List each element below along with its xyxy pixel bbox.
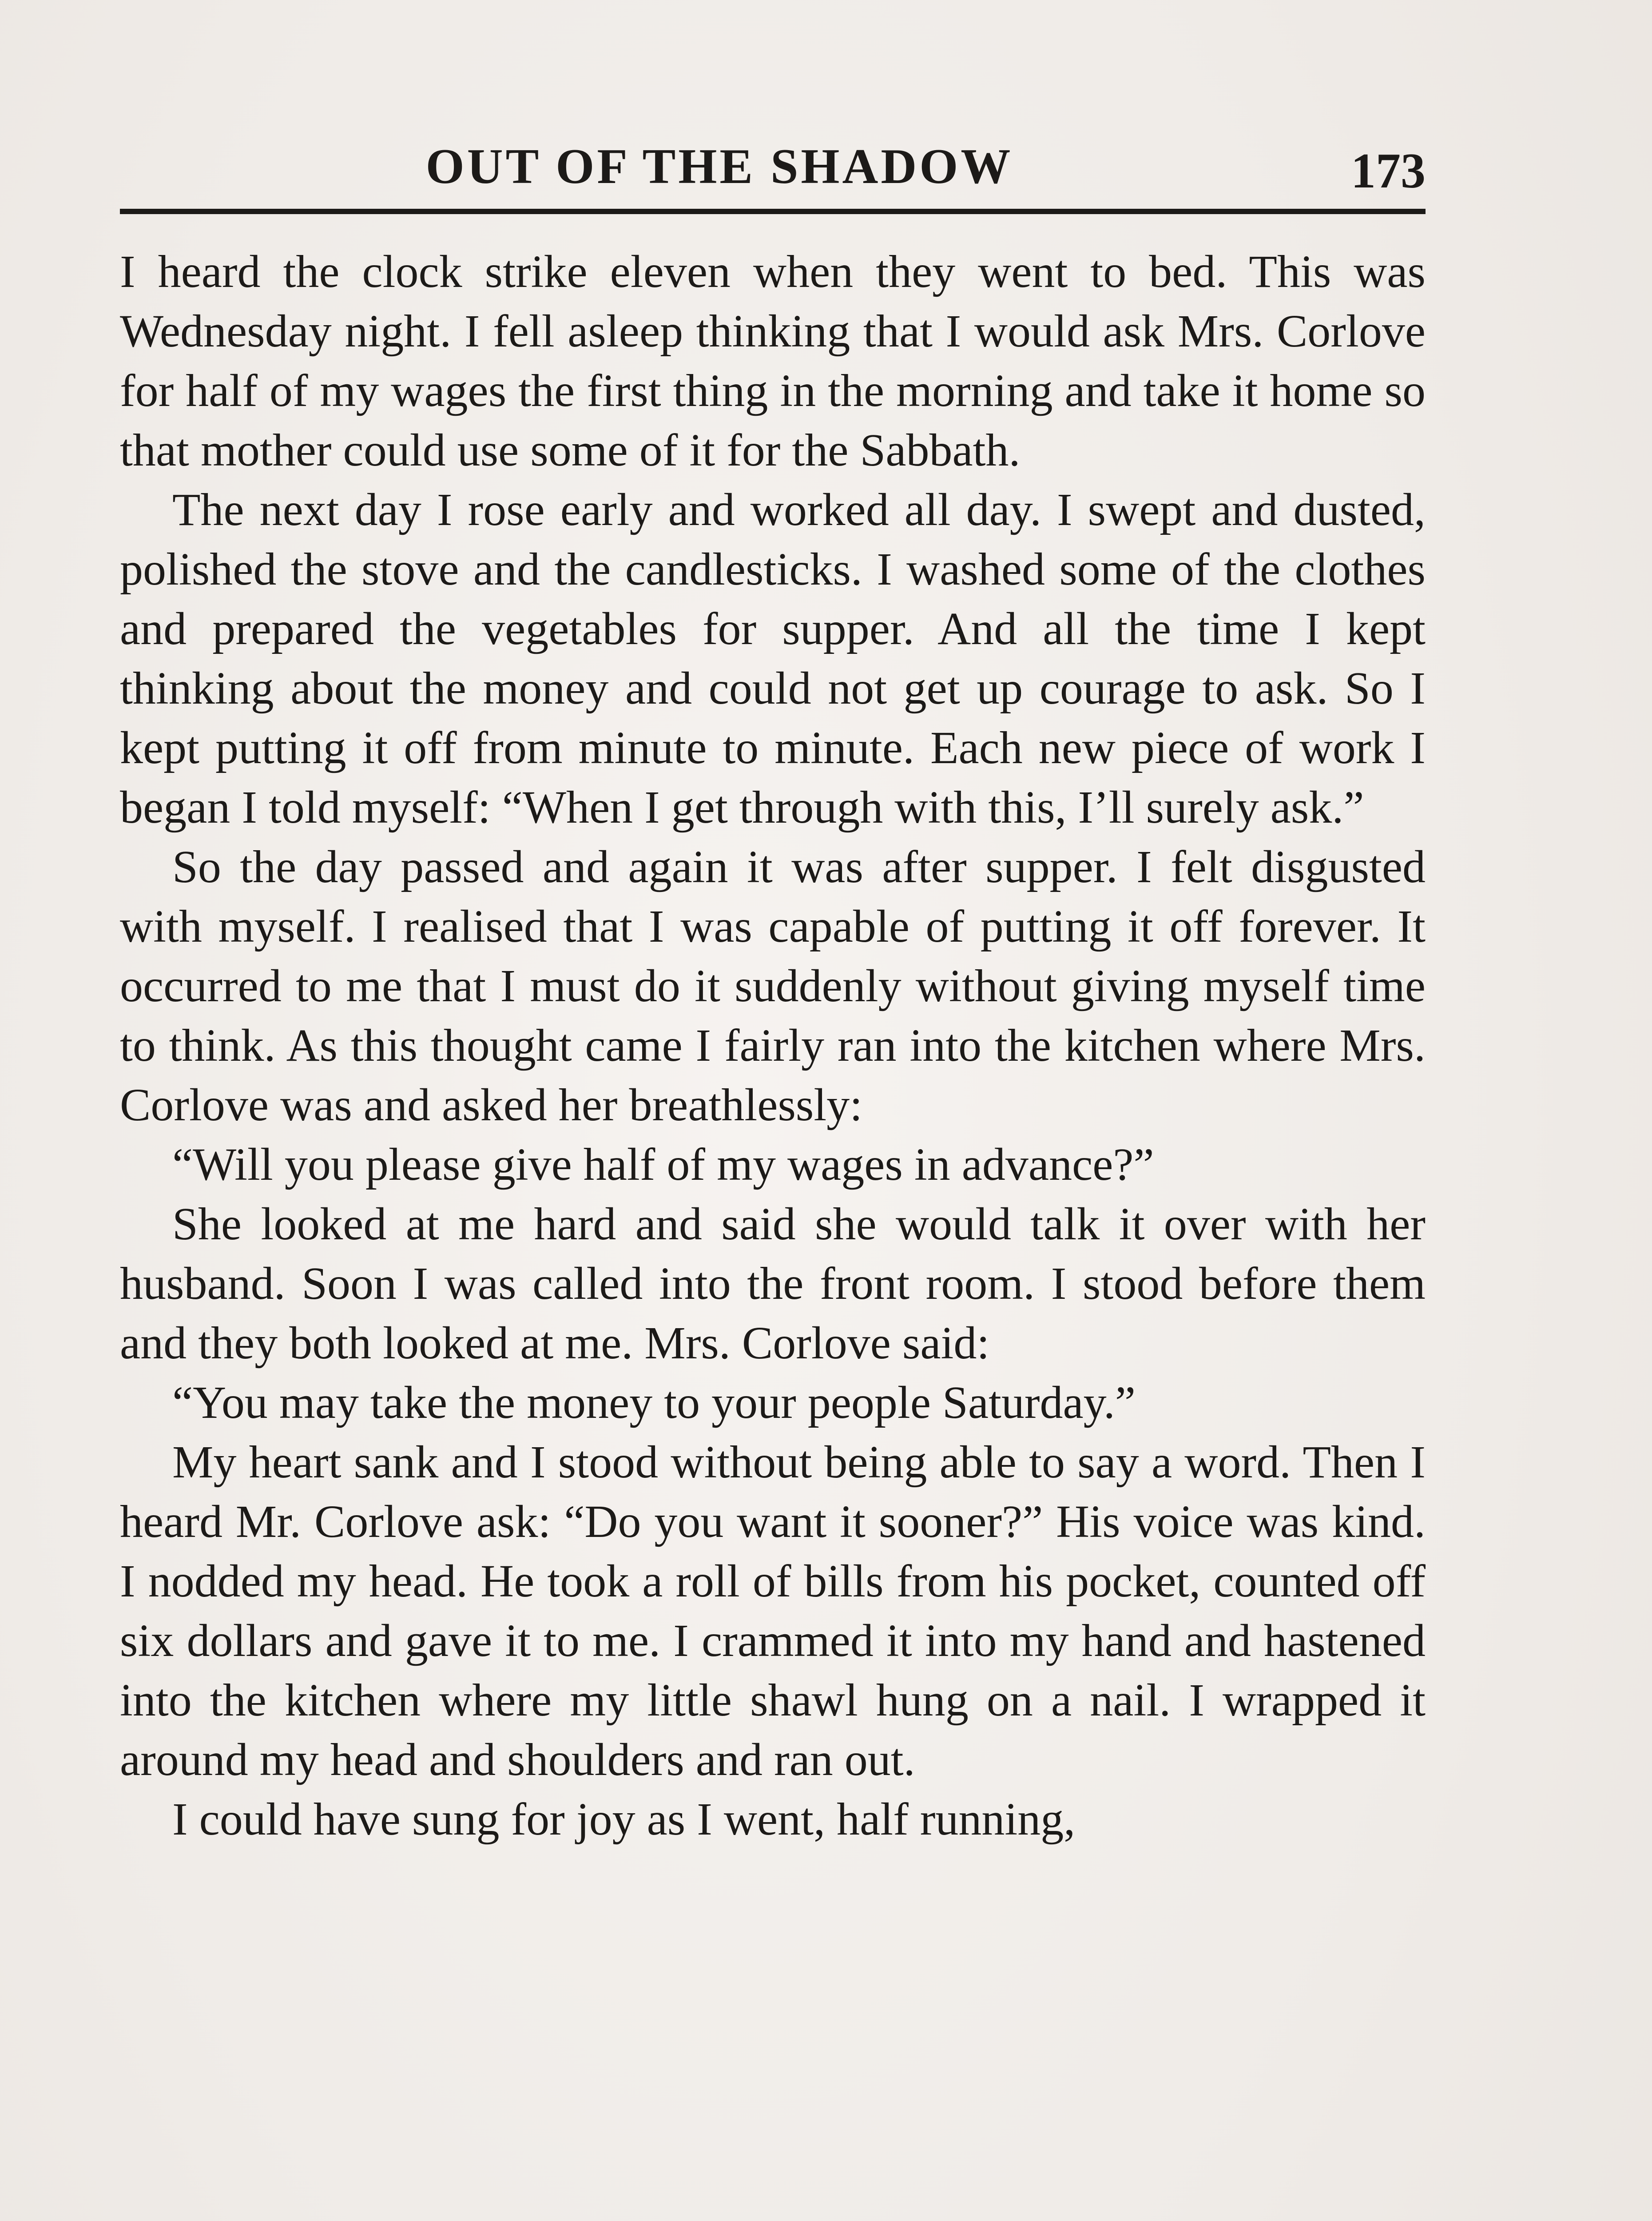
paragraph-8: I could have sung for joy as I went, half running,: [172, 1794, 1076, 1845]
header-rule: [120, 209, 1426, 214]
page-number: 173: [1351, 143, 1426, 199]
body-text: [120, 242, 1426, 1849]
paragraph-3: So the day passed and again it was after supper. I felt disgusted with myself. I realised that I was capable of putting it off forever. It occurred to me that I must do it suddenly without giving myself time to think. As this thought came I fairly ran into the kitchen where Mrs. Corlove was and asked her breathlessly:: [120, 841, 1426, 1130]
chapter-title: OUT OF THE SHADOW: [425, 139, 1013, 194]
paragraph-7: My heart sank and I stood without being able to say a word. Then I heard Mr. Corlove ask: “Do you want it sooner?” His voice was kind. I nodded my head. He took a roll of bills from his pocket, counted off six dollars and gave it to me. I crammed it into my hand and hastened into the kitchen where my little shawl hung on a nail. I wrapped it around my head and shoulders and ran out.: [120, 1437, 1426, 1785]
paragraph-2: The next day I rose early and worked all day. I swept and dusted, polished the stove and the candlesticks. I washed some of the clothes and prepared the vegetables for supper. And all the time I kept thinking about the money and could not get up courage to ask. So I kept putting it off from minute to minute. Each new piece of work I began I told myself: “When I get through with this, I’ll surely ask.”: [120, 484, 1426, 833]
running-head: [120, 129, 1426, 204]
paragraph-5: She looked at me hard and said she would talk it over with her husband. Soon I was called into the front room. I stood before them and they both looked at me. Mrs. Corlove said:: [120, 1198, 1426, 1369]
paragraph-6: “You may take the money to your people Saturday.”: [172, 1377, 1136, 1428]
paragraph-1: I heard the clock strike eleven when they went to bed. This was Wednesday night. I fell asleep thinking that I would ask Mrs. Corlove for half of my wages the first thing in the morning and take it home so that mother could use some of it for the Sabbath.: [120, 246, 1426, 476]
paragraph-4: “Will you please give half of my wages in advance?”: [172, 1139, 1154, 1190]
